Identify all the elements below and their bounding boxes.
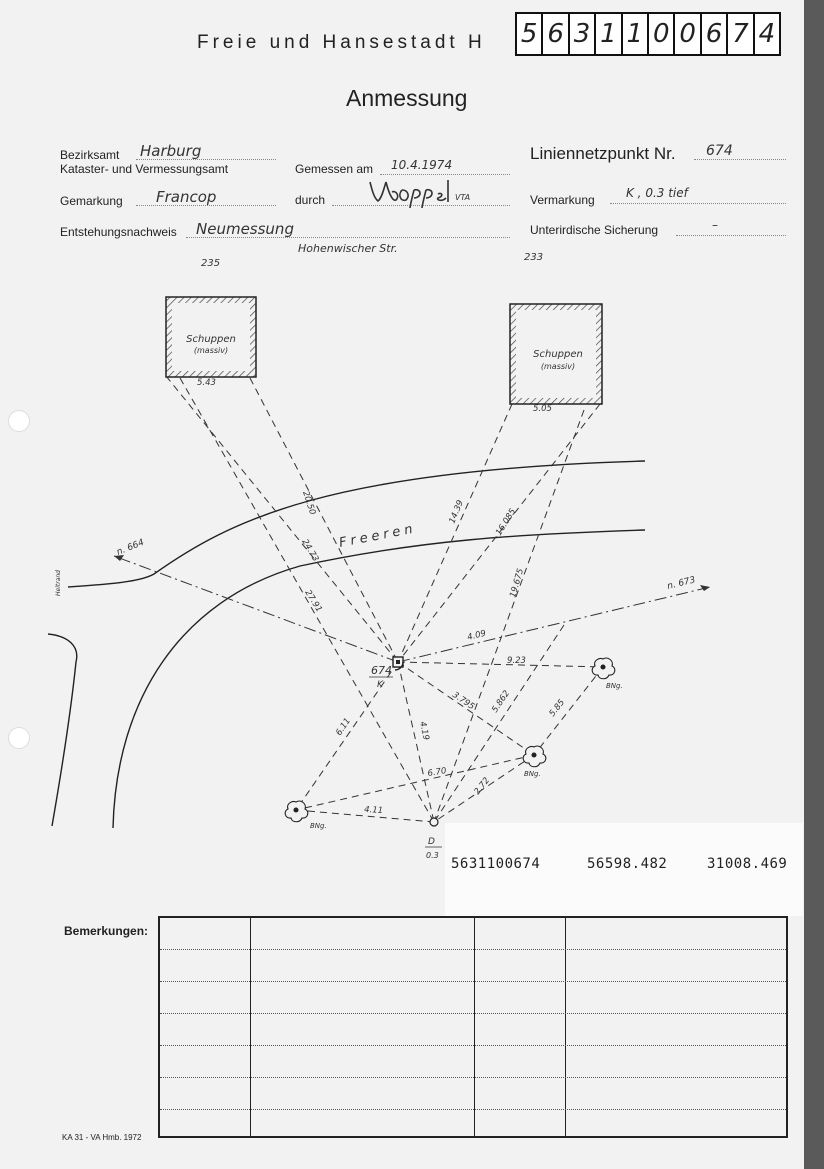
field-value-unterirdische-sicherung: – bbox=[712, 218, 718, 232]
digit: 0 bbox=[675, 14, 701, 54]
digit: 4 bbox=[758, 19, 776, 49]
digit: 5 bbox=[517, 14, 543, 54]
measurement-label: 14.39 bbox=[447, 498, 466, 526]
drainage-point bbox=[425, 818, 442, 860]
form-code: KA 31 - VA Hmb. 1972 bbox=[62, 1133, 142, 1142]
measurement-label: 24.73 bbox=[299, 537, 321, 564]
street-label: Freeren bbox=[337, 521, 418, 551]
page-title: Anmessung bbox=[346, 85, 468, 111]
digit: 6 bbox=[543, 14, 569, 54]
remarks-label: Bemerkungen: bbox=[64, 924, 149, 938]
measurement-label: 5.43 bbox=[197, 378, 216, 388]
street-edge-label: Heltrand bbox=[55, 570, 62, 596]
svg-text:K: K bbox=[377, 680, 383, 690]
tree-label: BNg. bbox=[310, 822, 327, 830]
line-network bbox=[114, 556, 710, 662]
field-label-gemessen-am: Gemessen am bbox=[295, 162, 374, 176]
parcel-number: 233 bbox=[524, 252, 544, 263]
shed-label: Schuppen bbox=[186, 334, 236, 345]
shed-sublabel: (massiv) bbox=[540, 362, 576, 371]
shed-right bbox=[510, 304, 602, 404]
measurement-label: 6.11 bbox=[334, 716, 354, 738]
coordinate-label bbox=[445, 823, 803, 916]
measurement-label: 4.11 bbox=[363, 805, 384, 816]
measurement-label: 9.23 bbox=[507, 656, 526, 666]
field-label-bezirksamt: Bezirksamt bbox=[60, 148, 120, 162]
digit: 0 bbox=[649, 14, 675, 54]
measurement-label: 5.85 bbox=[547, 697, 568, 719]
measurement-label: 3.795 bbox=[450, 690, 477, 713]
field-value-entstehungsnachweis: Neumessung bbox=[196, 220, 294, 238]
measurement-label: 19.675 bbox=[508, 567, 527, 599]
measurement-label: 6.70 bbox=[426, 766, 448, 779]
shed-left bbox=[166, 297, 256, 377]
line-label: n. 673 bbox=[666, 575, 697, 592]
shed-label: Schuppen bbox=[533, 349, 583, 360]
digit: 1 bbox=[596, 14, 622, 54]
measurement-values bbox=[197, 378, 567, 816]
control-point-674 bbox=[369, 657, 403, 690]
measurement-label: 5.862 bbox=[490, 688, 513, 715]
field-label-kataster: Kataster- und Vermessungsamt bbox=[60, 162, 229, 176]
svg-text:D: D bbox=[428, 837, 435, 847]
authority-header: Freie und Hansestadt H bbox=[197, 32, 486, 53]
measurement-label: 16.085 bbox=[494, 507, 519, 538]
svg-text:674: 674 bbox=[371, 664, 392, 677]
tree-label: BNg. bbox=[606, 682, 623, 690]
field-value-liniennetzpunkt: 674 bbox=[706, 143, 733, 159]
field-value-bezirksamt: Harburg bbox=[140, 142, 202, 160]
field-value-vermarkung: K , 0.3 tief bbox=[626, 186, 688, 200]
measurement-label: 5.05 bbox=[533, 404, 552, 414]
road-edges bbox=[48, 461, 645, 828]
field-label-durch: durch bbox=[295, 193, 326, 207]
coordinate-x: 56598.482 bbox=[587, 856, 668, 872]
remarks-table bbox=[158, 916, 788, 1138]
tree-icon bbox=[285, 801, 308, 822]
field-label-unterirdische-sicherung: Unterirdische Sicherung bbox=[530, 223, 659, 237]
field-label-gemarkung: Gemarkung bbox=[60, 194, 123, 208]
tree-label: BNg. bbox=[524, 770, 541, 778]
digit: 1 bbox=[623, 14, 649, 54]
shed-sublabel: (massiv) bbox=[193, 346, 229, 355]
digit: 6 bbox=[702, 14, 728, 54]
surveyor-suffix: VTA bbox=[455, 193, 471, 202]
svg-text:0.3: 0.3 bbox=[426, 851, 439, 860]
arrow-head bbox=[114, 555, 710, 591]
measurement-label: 20.50 bbox=[300, 489, 318, 517]
field-label-liniennetzpunkt: Liniennetzpunkt Nr. bbox=[530, 144, 676, 163]
point-id: 5631100674 bbox=[451, 856, 541, 872]
field-value-gemessen-am: 10.4.1974 bbox=[391, 158, 453, 172]
measurement-label: 4.19 bbox=[417, 720, 431, 742]
field-label-vermarkung: Vermarkung bbox=[530, 193, 595, 207]
coordinate-y: 31008.469 bbox=[707, 856, 788, 872]
field-value-gemarkung: Francop bbox=[156, 188, 217, 206]
line-label: n. 664 bbox=[115, 537, 146, 558]
digit: 3 bbox=[570, 14, 596, 54]
measurement-label: 27.91 bbox=[302, 588, 324, 615]
digit: 7 bbox=[728, 14, 754, 54]
tree-icon bbox=[592, 658, 615, 679]
measurement-label: 2.72 bbox=[472, 775, 493, 797]
field-label-entstehungsnachweis: Entstehungsnachweis bbox=[60, 225, 177, 239]
street-name: Hohenwischer Str. bbox=[298, 242, 398, 255]
parcel-number: 235 bbox=[201, 258, 221, 269]
measurement-label: 4.09 bbox=[466, 628, 488, 643]
tree-icon bbox=[523, 746, 546, 767]
